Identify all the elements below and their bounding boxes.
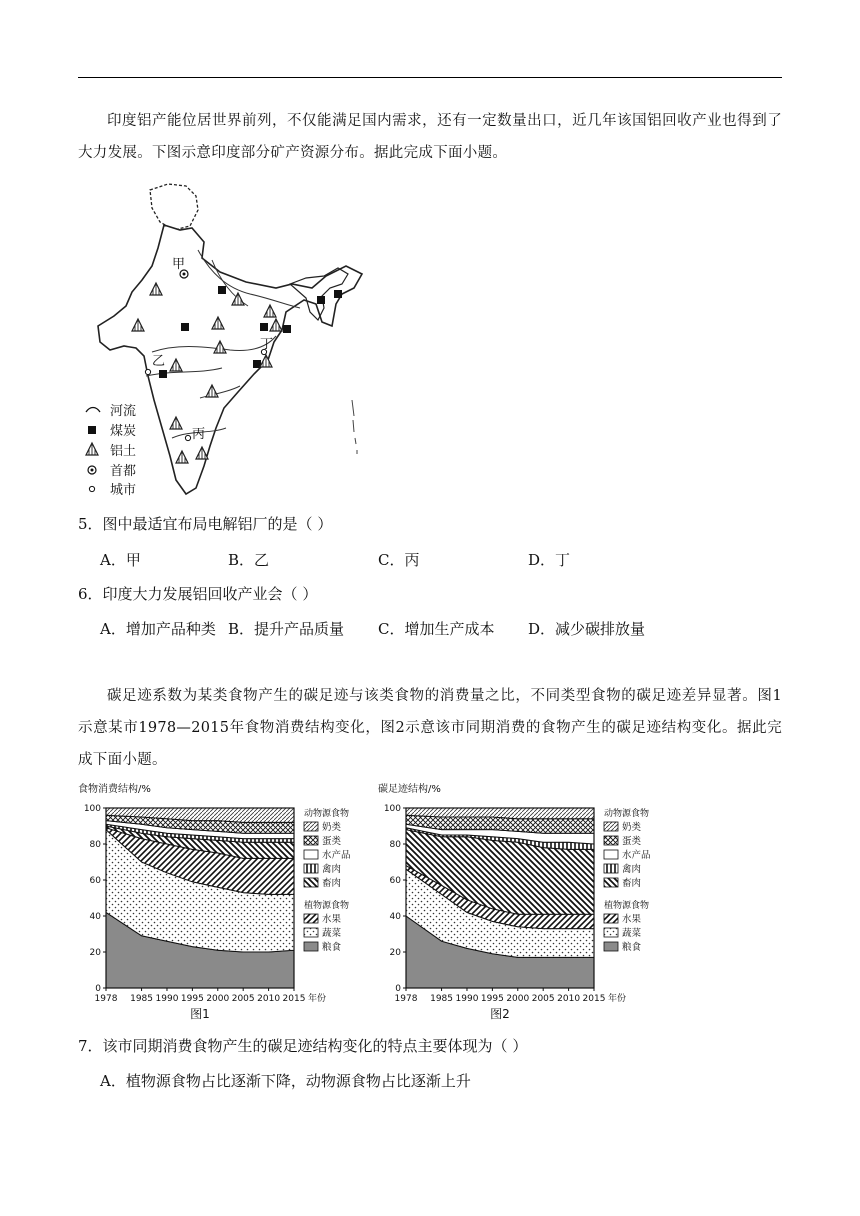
chart-1-ytick-label: 0 [95, 984, 101, 994]
coal-icon [88, 426, 96, 434]
chart-2-xtick-label: 2000 [506, 994, 530, 1004]
chart-1-legend-label-蔬菜: 蔬菜 [322, 928, 342, 939]
q6-option-a[interactable]: A．增加产品种类 [100, 620, 216, 638]
chart-2-ylabel: 碳足迹结构/% [378, 784, 441, 795]
chart-2-xlabel: 年份 [608, 994, 627, 1004]
q6-option-c[interactable]: C．增加生产成本 [378, 620, 495, 638]
passage-carbon-footprint: 碳足迹系数为某类食物产生的碳足迹与该类食物的消费量之比，不同类型食物的碳足迹差异显著。图1示意某市1978—2015年食物消费结构变化，图2示意该市同期消费的食物产生的碳足迹结构变化。据此完成下面小题。 [78, 688, 782, 768]
chart-1-legend-swatch-畜肉 [304, 878, 318, 887]
river-icon [86, 408, 100, 413]
question-6-stem: 6．印度大力发展铝回收产业会（ ） [78, 585, 318, 603]
chart-1-legend-swatch-禽肉 [304, 864, 318, 873]
chart-1-legend-swatch-蛋类 [304, 836, 318, 845]
chart-2-legend-swatch-禽肉 [604, 864, 618, 873]
q6-option-b[interactable]: B．提升产品质量 [228, 620, 345, 638]
bauxite-icon [86, 443, 98, 455]
map-label-jia: 甲 [172, 257, 186, 272]
chart-1-legend-label-蛋类: 蛋类 [322, 836, 342, 847]
chart-2-legend-group-animal: 动物源食物 [604, 809, 650, 819]
map-label-yi: 乙 [152, 354, 166, 369]
chart-1-ytick-label: 60 [89, 876, 101, 886]
passage-india-aluminum: 印度铝产能位居世界前列，不仅能满足国内需求，还有一定数量出口，近几年该国铝回收产业也得到了大力发展。下图示意印度部分矿产资源分布。据此完成下面小题。 [78, 113, 782, 161]
chart-2-ytick-label: 100 [383, 804, 401, 814]
chart-2-ytick-label: 20 [389, 948, 401, 958]
chart-1-ytick-label: 100 [83, 804, 101, 814]
chart-1-legend-label-奶类: 奶类 [322, 822, 342, 833]
legend-label-coal: 煤炭 [110, 424, 137, 439]
food-charts [78, 780, 678, 1028]
chart-1-xtick-label: 2010 [257, 994, 281, 1004]
chart-2-legend-swatch-蔬菜 [604, 928, 618, 937]
legend-label-capital: 首都 [110, 464, 137, 479]
chart-2-legend-label-蛋类: 蛋类 [622, 836, 642, 847]
question-5-stem: 5．图中最适宜布局电解铝厂的是（ ） [78, 515, 333, 533]
chart-2-xtick-label: 1978 [394, 994, 418, 1004]
chart-2-xtick-label: 1985 [430, 994, 454, 1004]
kashmir-dashed-border [150, 184, 198, 230]
chart-2-xtick-label: 1995 [480, 994, 504, 1004]
chart-2-ytick-label: 40 [389, 912, 401, 922]
legend-label-city: 城市 [110, 483, 137, 498]
chart-1-xtick-label: 1995 [180, 994, 204, 1004]
chart-1-legend-group-plant: 植物源食物 [304, 901, 350, 911]
chart-2-xtick-label: 2005 [531, 994, 555, 1004]
chart-1-ytick-label: 80 [89, 840, 101, 850]
chart-1-legend-swatch-蔬菜 [304, 928, 318, 937]
chart-1-legend-swatch-粮食 [304, 942, 318, 951]
legend-label-river: 河流 [110, 404, 137, 419]
chart-2-legend-label-奶类: 奶类 [622, 822, 642, 833]
chart-1-legend-swatch-水果 [304, 914, 318, 923]
chart-1-legend-group-animal: 动物源食物 [304, 809, 350, 819]
legend-label-bauxite: 铝土 [110, 444, 137, 459]
chart-1-ytick-label: 20 [89, 948, 101, 958]
andaman-islands [352, 400, 357, 454]
chart-2 [378, 782, 651, 1021]
q5-option-b[interactable]: B．乙 [228, 551, 270, 569]
chart-1-legend-label-禽肉: 禽肉 [322, 864, 342, 875]
india-mineral-map [80, 180, 380, 500]
chart-2-xtick-label: 1990 [455, 994, 479, 1004]
chart-2-legend-swatch-畜肉 [604, 878, 618, 887]
q5-option-c[interactable]: C．丙 [378, 551, 420, 569]
city-marker-bing [185, 435, 190, 440]
chart-2-legend-swatch-水果 [604, 914, 618, 923]
chart-1-legend-swatch-水产品 [304, 850, 318, 859]
q5-option-d[interactable]: D．丁 [528, 551, 571, 569]
chart-2-legend-swatch-蛋类 [604, 836, 618, 845]
q5-option-a[interactable]: A．甲 [100, 551, 141, 569]
city-marker-yi [145, 369, 150, 374]
chart-1-caption: 图1 [190, 1007, 210, 1021]
chart-1-legend-label-水果: 水果 [322, 914, 342, 925]
chart-2-legend-label-水果: 水果 [622, 914, 642, 925]
chart-1-legend-label-水产品: 水产品 [322, 850, 351, 861]
chart-1-xtick-label: 2015 [282, 994, 306, 1004]
chart-2-ytick-label: 0 [395, 984, 401, 994]
chart-1-xlabel: 年份 [308, 994, 327, 1004]
chart-2-ytick-label: 80 [389, 840, 401, 850]
q6-option-d[interactable]: D．减少碳排放量 [528, 620, 646, 638]
india-outline [98, 225, 362, 494]
chart-1-legend-label-畜肉: 畜肉 [322, 878, 342, 889]
chart-2-legend-label-粮食: 粮食 [622, 942, 642, 953]
chart-2-legend-swatch-水产品 [604, 850, 618, 859]
map-legend [86, 403, 136, 498]
chart-1-xtick-label: 1985 [130, 994, 154, 1004]
chart-2-legend-label-畜肉: 畜肉 [622, 878, 642, 889]
map-label-ding: 丁 [260, 337, 274, 352]
chart-2-legend-label-水产品: 水产品 [622, 850, 651, 861]
chart-2-legend-label-禽肉: 禽肉 [622, 864, 642, 875]
chart-1-xtick-label: 1978 [94, 994, 118, 1004]
chart-2-xtick-label: 2010 [557, 994, 581, 1004]
header-rule [78, 77, 782, 78]
chart-2-xtick-label: 2015 [582, 994, 606, 1004]
question-7-stem: 7．该市同期消费食物产生的碳足迹结构变化的特点主要体现为（ ） [78, 1037, 528, 1055]
chart-2-legend-label-蔬菜: 蔬菜 [622, 928, 642, 939]
chart-1 [78, 782, 351, 1021]
chart-2-legend-group-plant: 植物源食物 [604, 901, 650, 911]
chart-2-legend-swatch-粮食 [604, 942, 618, 951]
chart-1-legend-swatch-奶类 [304, 822, 318, 831]
chart-1-xtick-label: 1990 [155, 994, 179, 1004]
chart-2-caption: 图2 [490, 1007, 510, 1021]
q7-option-a[interactable]: A．植物源食物占比逐渐下降，动物源食物占比逐渐上升 [100, 1072, 471, 1090]
chart-1-ytick-label: 40 [89, 912, 101, 922]
city-icon [89, 486, 94, 491]
chart-1-xtick-label: 2000 [206, 994, 230, 1004]
chart-2-ytick-label: 60 [389, 876, 401, 886]
chart-1-xtick-label: 2005 [231, 994, 255, 1004]
chart-2-legend-swatch-奶类 [604, 822, 618, 831]
chart-1-legend-label-粮食: 粮食 [322, 942, 342, 953]
map-label-bing: 丙 [192, 427, 206, 442]
chart-1-ylabel: 食物消费结构/% [78, 784, 151, 795]
